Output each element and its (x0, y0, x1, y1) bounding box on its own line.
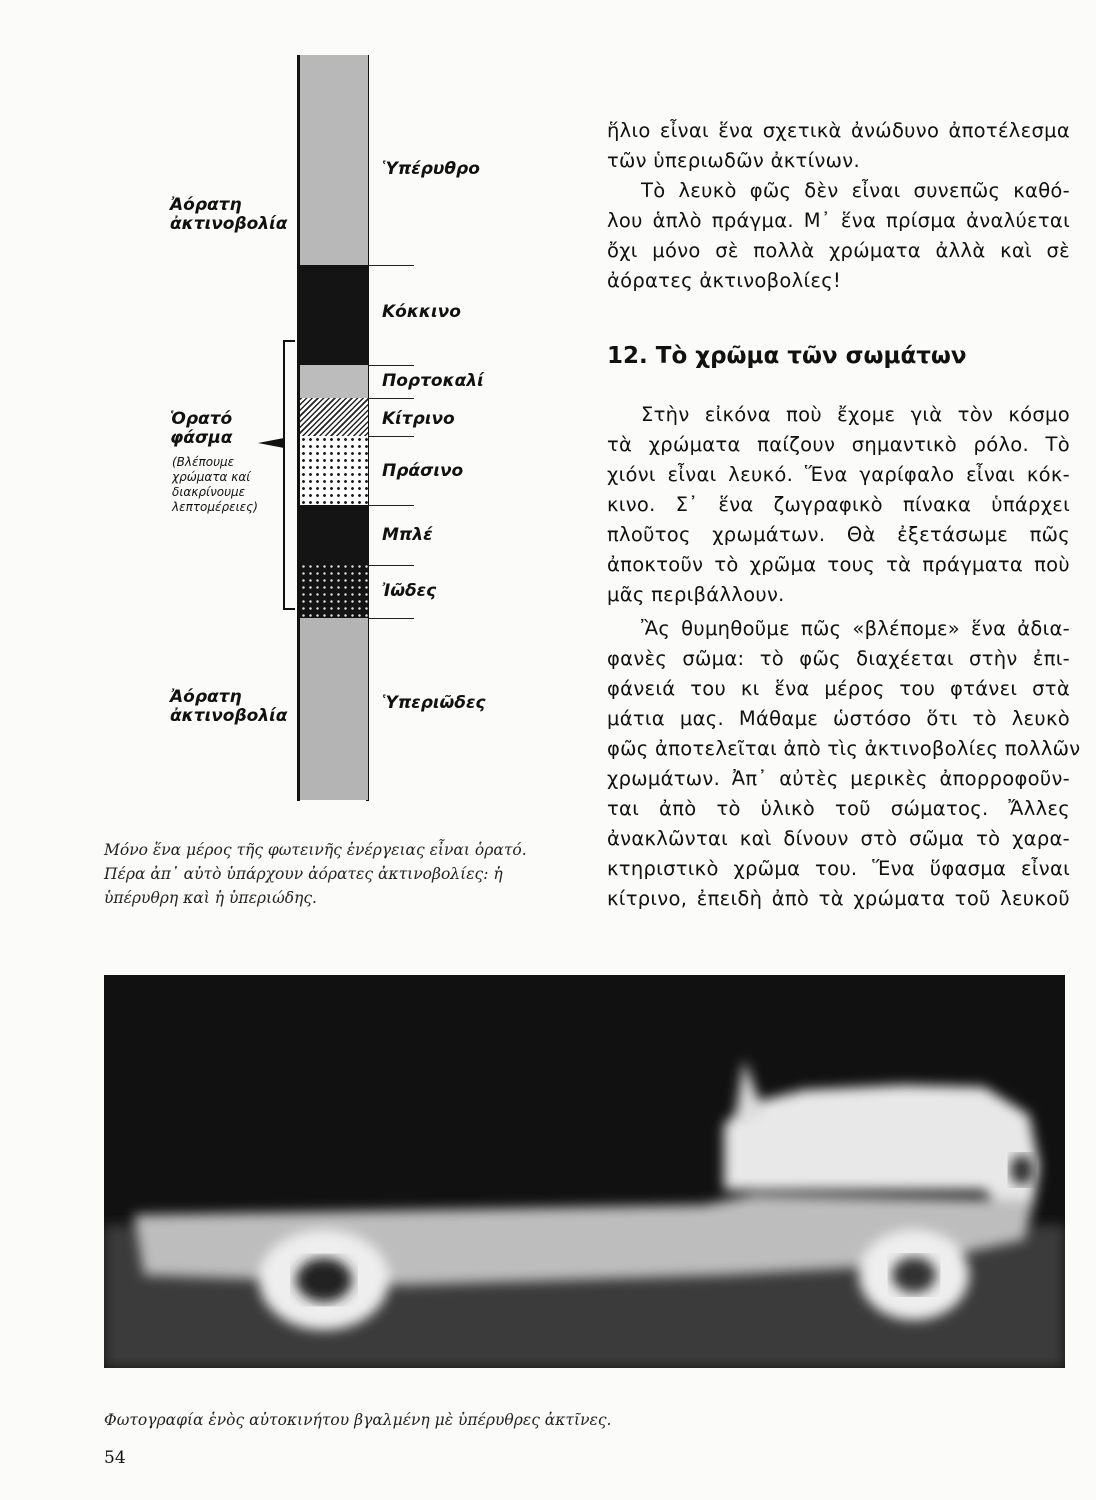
tick (368, 436, 414, 437)
tick (368, 365, 414, 366)
segment-green (300, 436, 368, 505)
paragraph-1: ἥλιο εἶναι ἕνα σχετικὰ ἀνώδυνο ἀποτέλεσμα τῶν ὑπεριωδῶν ἀκτίνων. (607, 119, 1070, 172)
label-violet: Ἰῶδες (382, 581, 437, 601)
label-green: Πράσινο (382, 461, 464, 481)
diagram-caption: Μόνο ἕνα μέρος τῆς φωτεινῆς ἐνέργειας εἶναι ὁρατό. Πέρα ἀπ᾽ αὐτὸ ὑπάρχουν ἀόρατες ἀκτινοβολίες: ἡ ὑπέρυθρη καὶ ἡ ὑπεριώδης. (104, 841, 527, 907)
tick (368, 565, 414, 566)
paragraph-3: Στὴν εἰκόνα ποὺ ἔχομε γιὰ τὸν κόσμο τὰ χρώματα παίζουν σημαντικὸ ρόλο. Τὸ χιόνι εἶναι λευκό. Ἕνα γαρίφαλο εἶναι κόκ- κινο. Σ᾽ ἕνα ζωγραφικὸ πίνακα ὑπάρχει πλοῦτος χρωμάτων. Θὰ ἐξετάσωμε πῶς ἀποκτοῦν τὸ χρῶμα τους τὰ πράγματα ποὺ μᾶς περιβάλλουν. (607, 403, 1070, 606)
infrared-car-photo (104, 975, 1065, 1368)
segment-ultraviolet (300, 618, 368, 800)
label-red: Κόκκινο (382, 302, 461, 322)
label-infrared: Ὑπέρυθρο (382, 159, 480, 179)
bracket-arrow (258, 438, 284, 448)
label-visible-note: (Βλέπουμε χρώματα καί διακρίνουμε λεπτομέρειες) (172, 455, 258, 514)
segment-violet (300, 563, 368, 618)
paragraph-4: Ἂς θυμηθοῦμε πῶς «βλέπομε» ἕνα ἀδια- φανὲς σῶμα: τὸ φῶς διαχέεται στὴν ἐπι- φάνειά του κι ἕνα μέρος του φτάνει στὰ μάτια μας. Μάθαμε ὡστόσο ὅτι τὸ λευκὸ φῶς ἀποτελεῖται ἀπὸ τὶς ἀκτινοβολίες πολλῶν χρωμάτων. Ἀπ᾽ αὐτὲς μερικὲς ἀπορροφοῦν- ται ἀπὸ τὸ ὑλικὸ τοῦ σώματος. Ἄλλες ἀνακλῶνται καὶ δίνουν στὸ σῶμα τὸ χαρα- κτηριστικὸ χρῶμα του. Ἕνα ὕφασμα εἶναι κίτρινο, ἐπειδὴ ἀπὸ τὰ χρώματα τοῦ λευκοῦ (607, 617, 1081, 910)
segment-yellow (300, 398, 368, 436)
car-silhouette (104, 975, 1065, 1368)
page-number: 54 (104, 1448, 126, 1468)
label-ultraviolet: Ὑπεριῶδες (382, 693, 486, 713)
label-orange: Πορτοκαλί (382, 371, 484, 391)
segment-orange (300, 365, 368, 398)
label-invisible-top: Ἀόρατη ἀκτινοβολία (170, 195, 288, 234)
photo-caption: Φωτογραφία ἑνὸς αὐτοκινήτου βγαλμένη μὲ ὑπέρυθρες ἀκτῖνες. (104, 1411, 612, 1429)
paragraph-2: Τὸ λευκὸ φῶς δὲν εἶναι συνεπῶς καθό- λου ἁπλὸ πράγμα. Μ᾽ ἕνα πρίσμα ἀναλύεται ὄχι μόνο σὲ πολλὰ χρώματα ἀλλὰ καὶ σὲ ἀόρατες ἀκτινοβολίες! (607, 179, 1070, 292)
label-invisible-bottom: Ἀόρατη ἀκτινοβολία (170, 687, 288, 726)
visible-bracket (283, 340, 295, 610)
segment-infrared (300, 55, 368, 265)
tick (368, 265, 414, 266)
label-yellow: Κίτρινο (382, 409, 455, 429)
segment-red (300, 265, 368, 365)
tick (368, 505, 414, 506)
label-visible: Ὁρατό φάσμα (170, 409, 233, 448)
label-blue: Μπλέ (382, 525, 433, 545)
tick (368, 618, 414, 619)
section-heading: 12. Τὸ χρῶμα τῶν σωμάτων (607, 343, 967, 369)
tick (368, 398, 414, 399)
segment-blue (300, 505, 368, 563)
